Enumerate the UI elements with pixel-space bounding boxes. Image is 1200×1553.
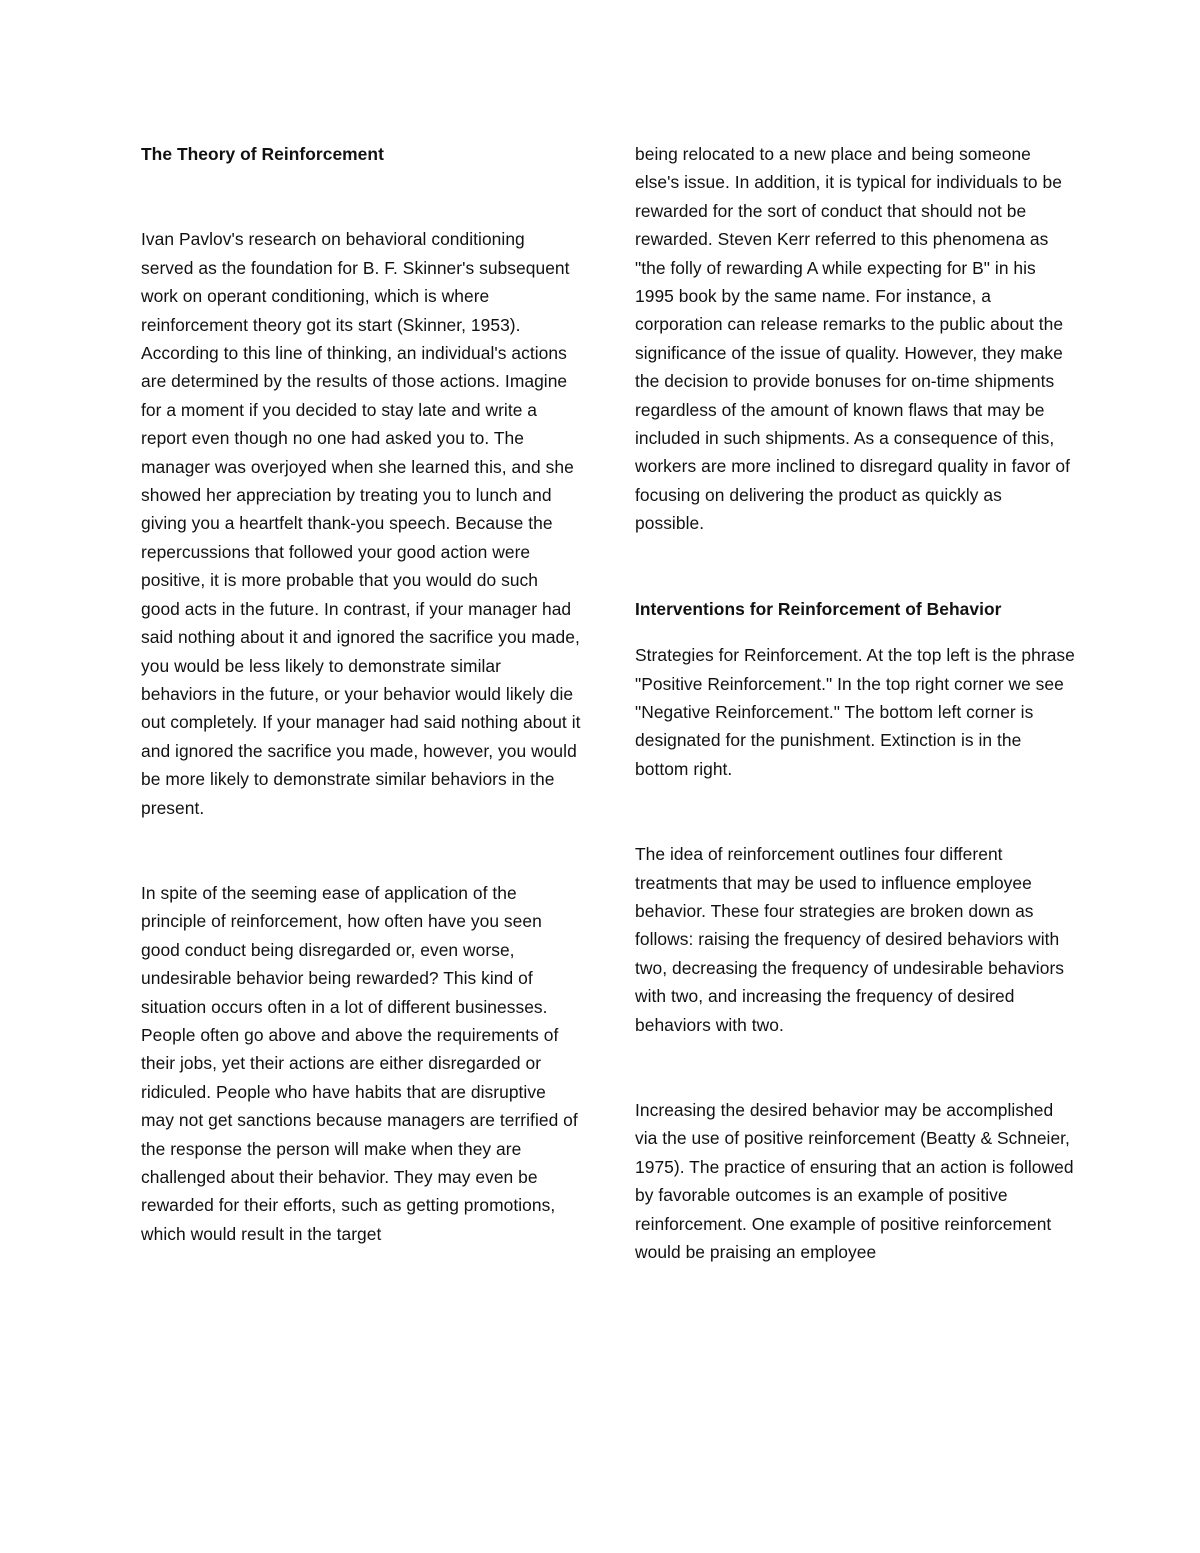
paragraph-positive-reinforcement: Increasing the desired behavior may be accomplished via the use of positive reinforcement (Beatty & Schneier, 1975). The practice of ensuring that an action is followed by favorable outcomes is an example of positive reinforcement. One example of positive reinforcement would be praising an employee	[635, 1099, 1074, 1262]
paragraph-continued: being relocated to a new place and being someone else's issue. In addition, it is typical for individuals to be rewarded for the sort of conduct that should not be rewarded. Steven Kerr referred to this phenomena as "the folly of rewarding A while expecting for B" in his 1995 book by the same name. For instance, a corporation can release remarks to the public about the significance of the issue of quality. However, they make the decision to provide bonuses for on-time shipments regardless of the amount of known flaws that may be included in such shipments. As a consequence of this, workers are more inclined to disregard quality in favor of focusing on delivering the product as quickly as possible.	[635, 144, 1070, 534]
document-title: The Theory of Reinforcement	[141, 144, 384, 164]
spacer	[635, 623, 1075, 641]
right-column	[635, 140, 1075, 1266]
spacer	[635, 1039, 1075, 1096]
paragraph-strategies: Strategies for Reinforcement. At the top left is the phrase "Positive Reinforcement." In the top right corner we see "Negative Reinforcement." The bottom left corner is designated for the punishment. Extinction is in the bottom right.	[635, 645, 1075, 779]
left-column	[141, 140, 581, 1248]
paragraph-disregarded-conduct: In spite of the seeming ease of application of the principle of reinforcement, how often have you seen good conduct being disregarded or, even worse, undesirable behavior being rewarded? This kind of situation occurs often in a lot of different businesses. People often go above and above the requirements of their jobs, yet their actions are either disregarded or ridiculed. People who have habits that are disruptive may not get sanctions because managers are terrified of the response the person will make when they are challenged about their behavior. They may even be rewarded for their efforts, such as getting promotions, which would result in the target	[141, 882, 578, 1244]
paragraph-pavlov: Ivan Pavlov's research on behavioral conditioning served as the foundation for B. F. Skinner's subsequent work on operant conditioning, which is where reinforcement theory got its start (Skinner, 1953). According to this line of thinking, an individual's actions are determined by the results of those actions. Imagine for a moment if you decided to stay late and write a report even though no one had asked you to. The manager was overjoyed when she learned this, and she showed her appreciation by treating you to lunch and giving you a heartfelt thank-you speech. Because the repercussions that followed your good action were positive, it is more probable that you would do such good acts in the future. In contrast, if your manager had said nothing about it and ignored the sacrifice you made, you would be less likely to demonstrate similar behaviors in the future, or your behavior would likely die out completely. If your manager had said nothing about it and ignored the sacrifice you made, however, you would be more likely to demonstrate similar behaviors in the present.	[141, 229, 581, 818]
spacer	[141, 168, 581, 225]
spacer	[141, 822, 581, 879]
spacer	[635, 538, 1075, 595]
spacer	[635, 783, 1075, 840]
section-heading-interventions: Interventions for Reinforcement of Behavior	[635, 598, 1002, 619]
paragraph-four-treatments: The idea of reinforcement outlines four different treatments that may be used to influence employee behavior. These four strategies are broken down as follows: raising the frequency of desired behaviors with two, decreasing the frequency of undesirable behaviors with two, and increasing the frequency of desired behaviors with two.	[635, 844, 1065, 1035]
